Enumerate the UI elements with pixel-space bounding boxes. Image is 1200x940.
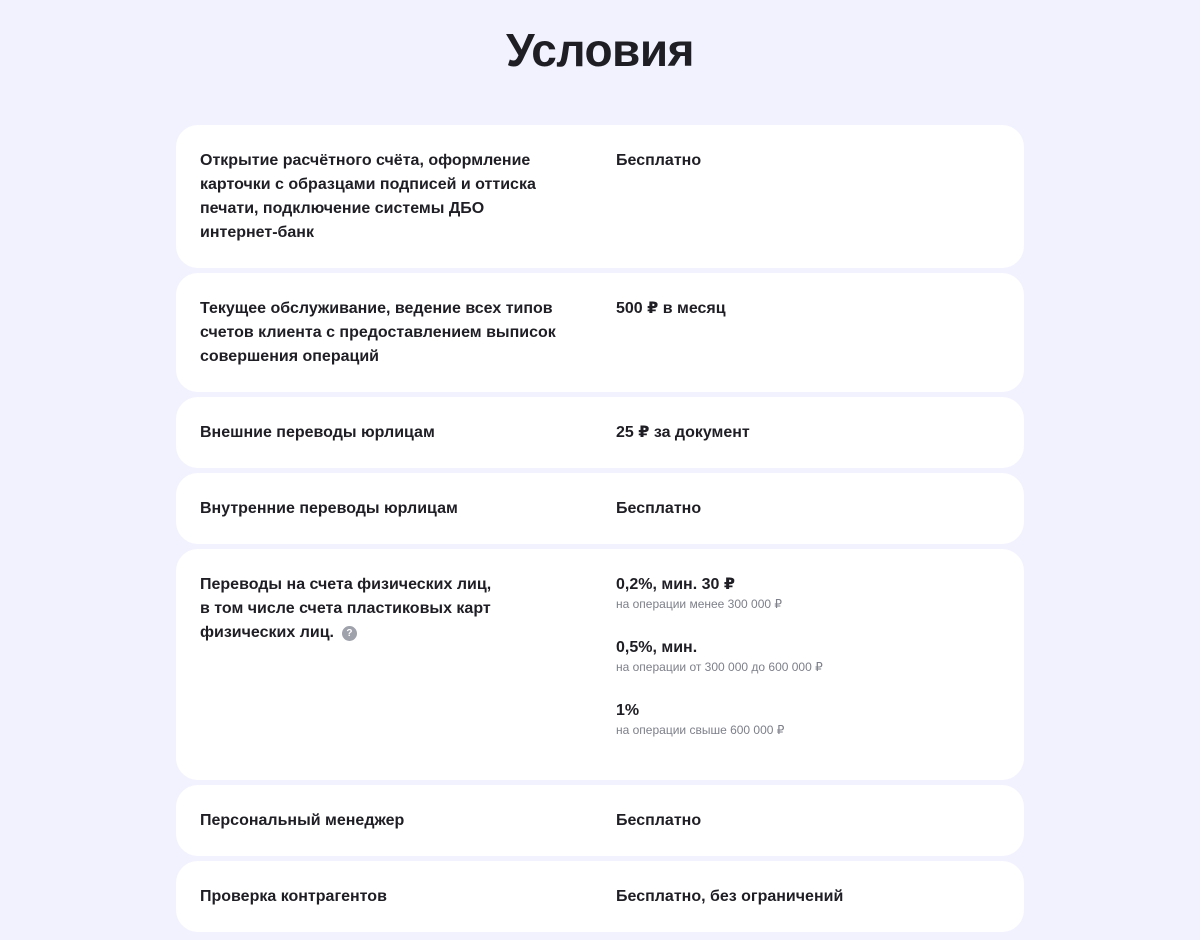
condition-label-line: Переводы на счета физических лиц, xyxy=(200,576,492,593)
condition-label-line xyxy=(200,621,580,645)
condition-value: Бесплатно xyxy=(616,152,702,169)
tier-value: 0,2%, мин. 30 ₽ xyxy=(616,576,735,593)
tier-value: 1% xyxy=(616,702,640,719)
condition-value: 500 ₽ в месяц xyxy=(616,300,726,317)
page-title: Условия xyxy=(506,24,694,76)
condition-label: Открытие расчётного счёта, оформление карточки с образцами подписей и оттиска печати, подключение системы ДБО интернет-банк xyxy=(200,152,536,241)
condition-row-external-transfers xyxy=(176,397,1024,468)
tier xyxy=(616,636,996,675)
condition-row-internal-transfers xyxy=(176,473,1024,544)
condition-label-line: в том числе счета пластиковых карт xyxy=(200,600,491,617)
tier-value: 0,5%, мин. xyxy=(616,639,698,656)
condition-label: Текущее обслуживание, ведение всех типов счетов клиента с предоставлением выписок совершения операций xyxy=(200,300,556,365)
condition-label: Проверка контрагентов xyxy=(200,888,387,905)
condition-label-line-text: физических лиц. xyxy=(200,624,334,641)
tier-note: на операции менее 300 000 ₽ xyxy=(616,597,783,611)
condition-row-account-opening xyxy=(176,125,1024,268)
condition-row-maintenance xyxy=(176,273,1024,392)
tier-note: на операции от 300 000 до 600 000 ₽ xyxy=(616,660,823,674)
condition-label: Внутренние переводы юрлицам xyxy=(200,500,458,517)
condition-value: Бесплатно xyxy=(616,500,702,517)
condition-label: Внешние переводы юрлицам xyxy=(200,424,435,441)
condition-label: Персональный менеджер xyxy=(200,812,405,829)
condition-label xyxy=(200,573,580,645)
condition-row-counterparty-check xyxy=(176,861,1024,932)
condition-value: Бесплатно, без ограничений xyxy=(616,888,844,905)
condition-row-personal-manager xyxy=(176,785,1024,856)
condition-row-individual-transfers xyxy=(176,549,1024,780)
tiered-values xyxy=(616,573,996,738)
tier xyxy=(616,573,996,612)
tier-note: на операции свыше 600 000 ₽ xyxy=(616,723,785,737)
condition-value: 25 ₽ за документ xyxy=(616,424,750,441)
condition-value: Бесплатно xyxy=(616,812,702,829)
tier xyxy=(616,699,996,738)
question-icon[interactable]: ? xyxy=(342,626,357,641)
